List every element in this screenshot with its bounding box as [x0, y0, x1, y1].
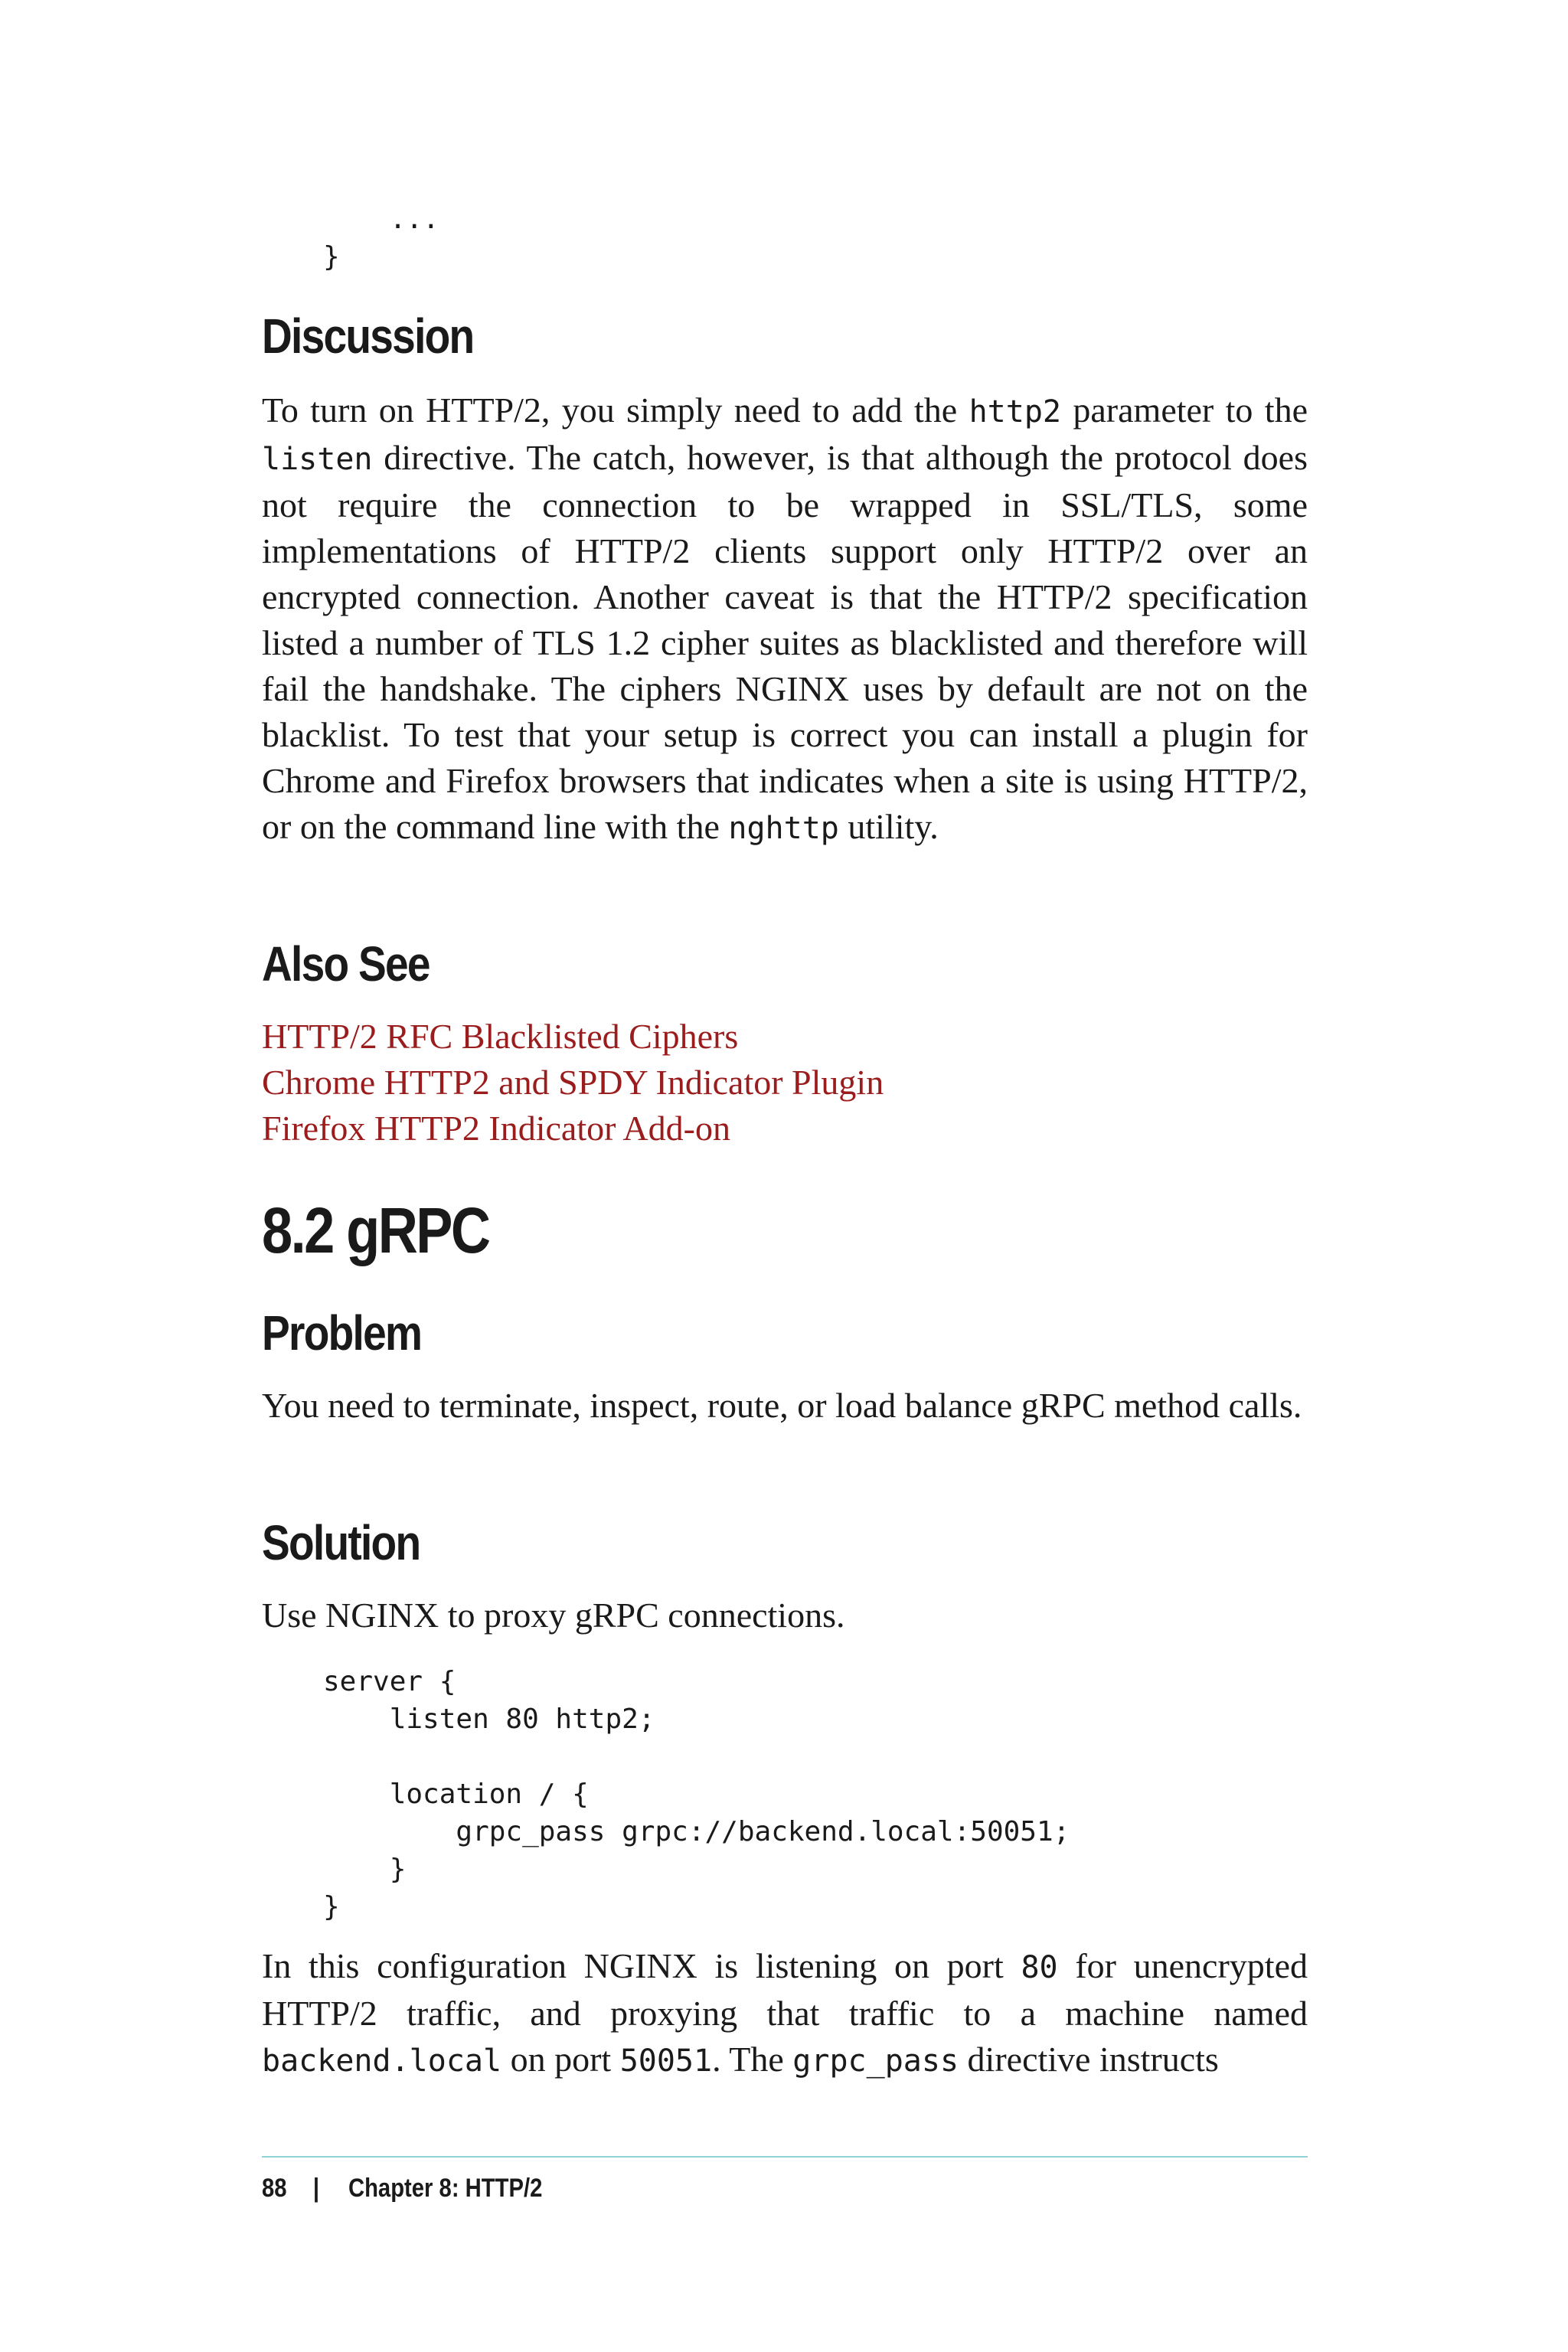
text-run: for unencrypted HTTP/2 traffic, and proxying that traffic to a machine named [262, 1946, 1308, 2033]
text-run: To turn on HTTP/2, you simply need to add the [262, 390, 969, 430]
solution-paragraph [262, 1943, 1308, 2084]
inline-code-http2: http2 [969, 394, 1061, 430]
inline-code-grpc-pass: grpc_pass [792, 2043, 959, 2079]
nginx-config-code-block: server { listen 80 http2; location / { grpc_pass grpc://backend.local:50051; } } [323, 1666, 1070, 1922]
inline-code-nghttp: nghttp [728, 811, 839, 846]
page-number: 88 [262, 2174, 287, 2203]
code-block-continuation: ... } [323, 204, 439, 273]
problem-heading: Problem [262, 1305, 422, 1361]
page-footer [262, 2168, 542, 2208]
link-http2-rfc-blacklisted-ciphers[interactable]: HTTP/2 RFC Blacklisted Ciphers [262, 1017, 739, 1056]
discussion-heading: Discussion [262, 309, 474, 364]
text-run: utility. [838, 807, 939, 846]
text-run: on port [501, 2040, 620, 2079]
text-run: parameter to the [1061, 390, 1308, 430]
problem-paragraph: You need to terminate, inspect, route, or load balance gRPC method calls. [262, 1386, 1302, 1425]
text-run: directive. The catch, however, is that although the protocol does not require the connection to be wrapped in SSL/TLS, some implementations of HTTP/2 clients support only HTTP/2 over an encrypted connection. Another caveat is that the HTTP/2 specification listed a number of TLS 1.2 cipher suites as blacklisted and therefore will fail the handshake. The ciphers NGINX uses by default are not on the blacklist. To test that your setup is correct you can install a plugin for Chrome and Firefox browsers that indicates when a site is using HTTP/2, or on the command line with the [262, 438, 1308, 846]
footer-separator: | [312, 2174, 320, 2203]
footer-divider [262, 2156, 1308, 2158]
inline-code-port-80: 80 [1021, 1950, 1058, 1985]
text-run: directive instructs [959, 2040, 1219, 2079]
solution-intro: Use NGINX to proxy gRPC connections. [262, 1596, 845, 1635]
discussion-paragraph [262, 387, 1308, 851]
inline-code-listen: listen [262, 442, 373, 477]
link-firefox-http2-indicator[interactable]: Firefox HTTP2 Indicator Add-on [262, 1109, 730, 1148]
text-run: . The [712, 2040, 793, 2079]
text-run: In this configuration NGINX is listening on port [262, 1946, 1021, 1985]
solution-heading: Solution [262, 1515, 420, 1570]
link-chrome-http2-spdy-indicator[interactable]: Chrome HTTP2 and SPDY Indicator Plugin [262, 1063, 884, 1102]
also-see-heading: Also See [262, 936, 430, 991]
chapter-title: Chapter 8: HTTP/2 [348, 2174, 543, 2203]
inline-code-port-50051: 50051 [619, 2043, 713, 2079]
inline-code-backend-local: backend.local [262, 2043, 502, 2079]
book-page [262, 0, 1308, 2352]
section-title: 8.2 gRPC [262, 1194, 489, 1266]
